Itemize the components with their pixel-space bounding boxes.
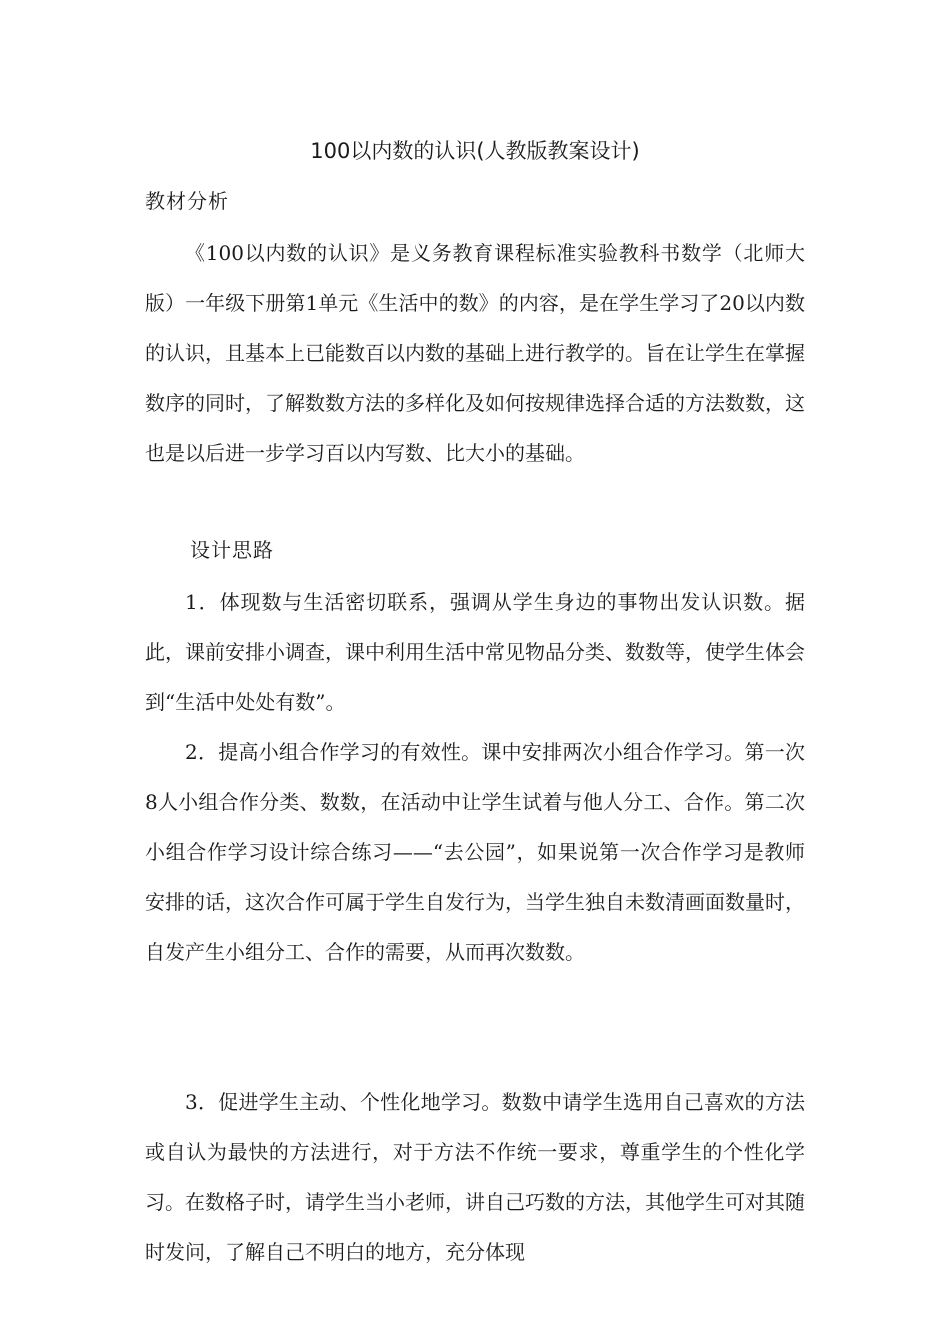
design-point-2: 2．提高小组合作学习的有效性。课中安排两次小组合作学习。第一次8人小组合作分类、数数，在活动中让学生试着与他人分工、合作。第二次小组合作学习设计综合练习——“去公园”，如果说第一次合作学习是教师安排的话，这次合作可属于学生自发行为，当学生独自未数清画面数量时，自发产生小组分工、合作的需要，从而再次数数。 — [145, 740, 805, 964]
material-analysis-paragraph: 《100以内数的认识》是义务教育课程标准实验教科书数学（北师大版）一年级下册第1单元《生活中的数》的内容，是在学生学习了20以内数的认识，且基本上已能数百以内数的基础上进行教学的。旨在让学生在掌握数序的同时，了解数数方法的多样化及如何按规律选择合适的方法数数，这也是以后进一步学习百以内写数、比大小的基础。 — [145, 241, 805, 465]
section-heading-material-analysis: 教材分析 — [145, 189, 229, 213]
document-title: 100以内数的认识(人教版教案设计) — [310, 139, 640, 163]
section-heading-design-ideas: 设计思路 — [190, 538, 274, 562]
design-point-1: 1．体现数与生活密切联系，强调从学生身边的事物出发认识数。据此，课前安排小调查，课中利用生活中常见物品分类、数数等，使学生体会到“生活中处处有数”。 — [145, 590, 805, 714]
design-point-3: 3．促进学生主动、个性化地学习。数数中请学生选用自己喜欢的方法或自认为最快的方法进行，对于方法不作统一要求，尊重学生的个性化学习。在数格子时，请学生当小老师，讲自己巧数的方法，其他学生可对其随时发问，了解自己不明白的地方，充分体现 — [145, 1090, 805, 1264]
